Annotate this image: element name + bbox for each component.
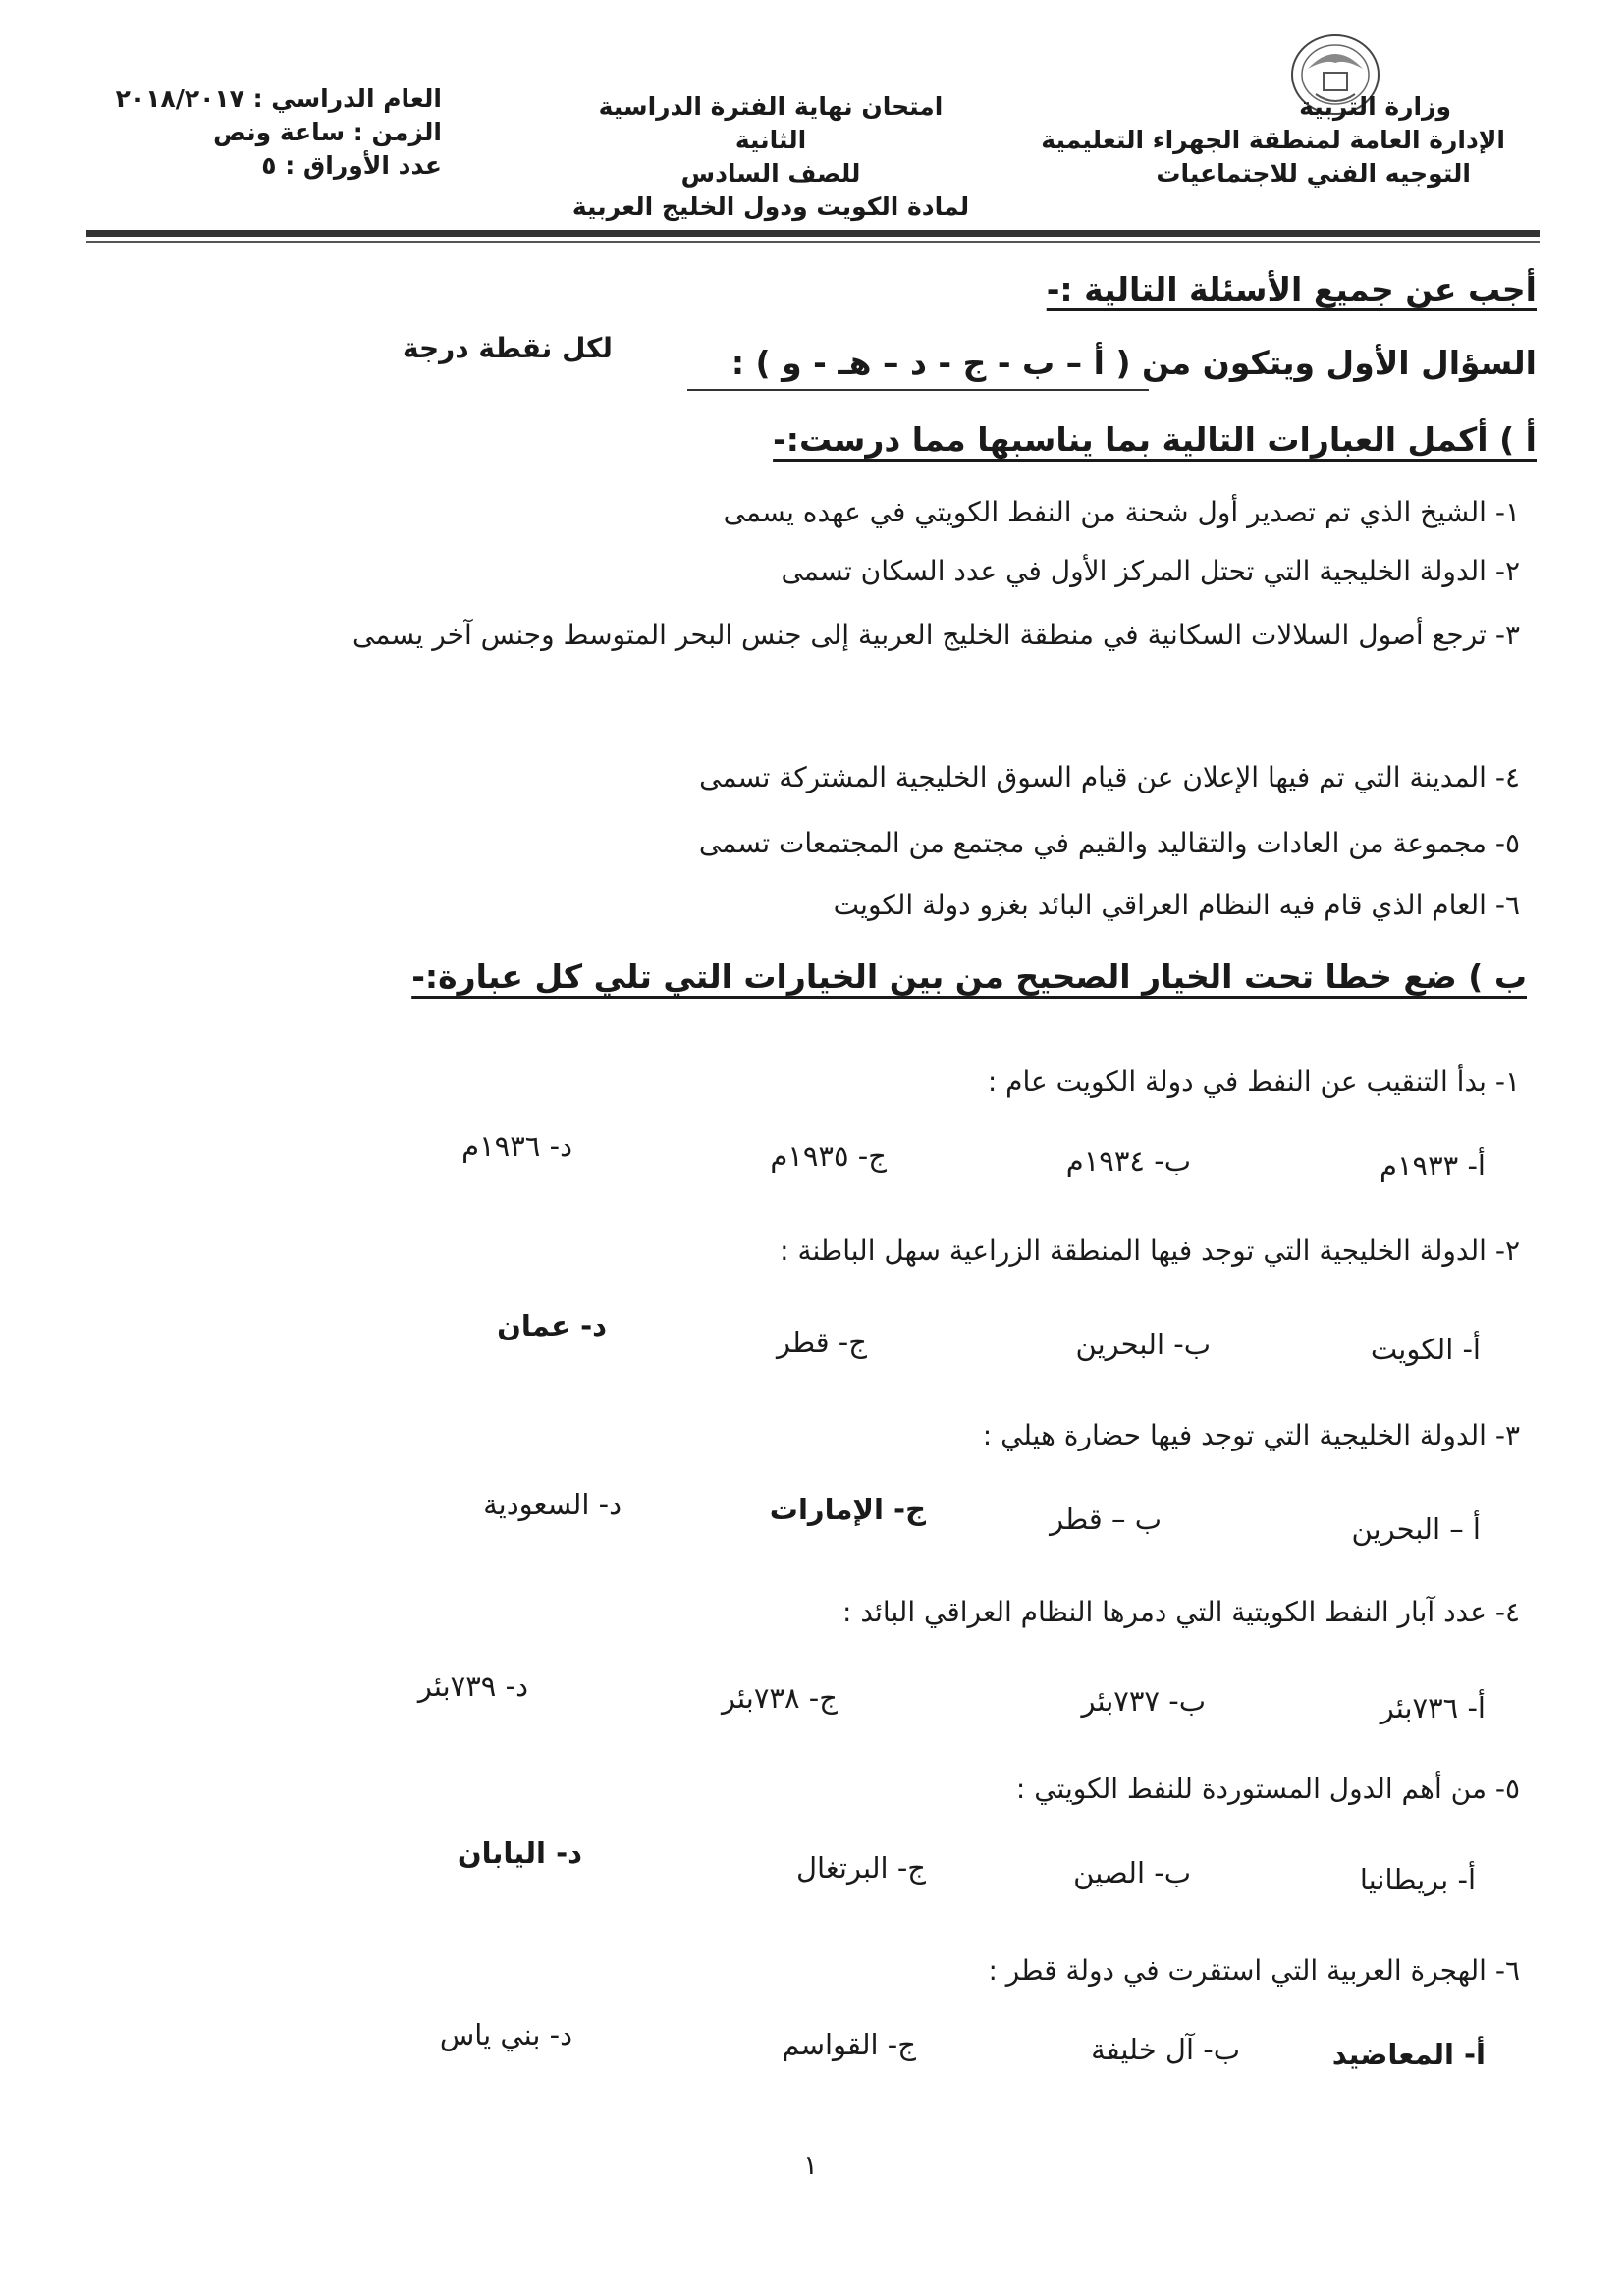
section-a-title: أ ) أكمل العبارات التالية بما يناسبها مما درست:- bbox=[773, 420, 1537, 459]
mcq-1-option-b[interactable]: ب- ١٩٣٤م bbox=[1065, 1144, 1191, 1177]
subject-label: لمادة الكويت ودول الخليج العربية bbox=[571, 192, 970, 221]
section-a-item-3: ٣- ترجع أصول السلالات السكانية في منطقة الخليج العربية إلى جنس البحر المتوسط وجنس آخر يسمى bbox=[352, 619, 1520, 651]
grade-label: للصف السادس bbox=[680, 159, 861, 188]
mcq-4-option-c[interactable]: ج- ٧٣٨بئر bbox=[722, 1681, 838, 1715]
mcq-5-option-a[interactable]: أ- بريطانيا bbox=[1359, 1863, 1476, 1896]
section-a-item-4: ٤- المدينة التي تم فيها الإعلان عن قيام السوق الخليجية المشتركة تسمى bbox=[699, 761, 1520, 793]
mcq-6-option-d[interactable]: د- بني ياس bbox=[439, 2018, 572, 2051]
mcq-1-option-a[interactable]: أ- ١٩٣٣م bbox=[1379, 1149, 1486, 1182]
mcq-6-option-a[interactable]: أ- المعاضيد bbox=[1331, 2038, 1486, 2071]
section-a-item-5: ٥- مجموعة من العادات والتقاليد والقيم في مجتمع من المجتمعات تسمى bbox=[698, 827, 1520, 859]
directorate-name: الإدارة العامة لمنطقة الجهراء التعليمية bbox=[1041, 126, 1505, 154]
header-center bbox=[560, 90, 982, 224]
mcq-4-question: ٤- عدد آبار النفط الكويتية التي دمرها النظام العراقي البائد : bbox=[842, 1596, 1520, 1628]
mcq-6-option-c[interactable]: ج- القواسم bbox=[782, 2028, 916, 2061]
academic-year: العام الدراسي : ٢٠١٨/٢٠١٧ bbox=[115, 84, 442, 113]
mcq-3-option-d[interactable]: د- السعودية bbox=[483, 1488, 622, 1521]
mcq-1-option-c[interactable]: ج- ١٩٣٥م bbox=[770, 1139, 887, 1173]
mcq-5-option-b[interactable]: ب- الصين bbox=[1073, 1856, 1191, 1889]
instructions: أجب عن جميع الأسئلة التالية :- bbox=[1046, 270, 1537, 308]
mcq-2-question: ٢- الدولة الخليجية التي توجد فيها المنطقة الزراعية سهل الباطنة : bbox=[780, 1234, 1520, 1267]
mcq-6-question: ٦- الهجرة العربية التي استقرت في دولة قطر : bbox=[988, 1954, 1520, 1987]
mcq-2-option-c[interactable]: ج- قطر bbox=[776, 1326, 867, 1359]
points-note: لكل نقطة درجة bbox=[403, 332, 613, 364]
section-b-title: ب ) ضع خطا تحت الخيار الصحيح من بين الخيارات التي تلي كل عبارة:- bbox=[411, 957, 1527, 996]
mcq-1-option-d[interactable]: د- ١٩٣٦م bbox=[461, 1129, 572, 1163]
question1-title: السؤال الأول ويتكون من ( أ – ب - ج - د – هـ - و ) : bbox=[730, 344, 1537, 382]
section-a-item-1: ١- الشيخ الذي تم تصدير أول شحنة من النفط الكويتي في عهده يسمى bbox=[723, 496, 1520, 528]
exam-duration: الزمن : ساعة ونص bbox=[213, 118, 442, 146]
mcq-3-option-a[interactable]: أ – البحرين bbox=[1351, 1512, 1481, 1546]
mcq-4-option-d[interactable]: د- ٧٣٩بئر bbox=[417, 1669, 528, 1703]
page-number: ١ bbox=[803, 2149, 819, 2181]
header-right bbox=[1041, 90, 1505, 191]
mcq-3-question: ٣- الدولة الخليجية التي توجد فيها حضارة هيلي : bbox=[982, 1419, 1520, 1451]
header-divider bbox=[86, 230, 1540, 237]
mcq-5-option-d[interactable]: د- اليابان bbox=[457, 1836, 582, 1870]
mcq-6-option-b[interactable]: ب- آل خليفة bbox=[1091, 2033, 1240, 2066]
mcq-2-option-b[interactable]: ب- البحرين bbox=[1075, 1328, 1211, 1361]
department-name: التوجيه الفني للاجتماعيات bbox=[1156, 159, 1471, 188]
section-a-item-6: ٦- العام الذي قام فيه النظام العراقي البائد بغزو دولة الكويت bbox=[833, 889, 1520, 921]
mcq-3-option-c[interactable]: ج- الإمارات bbox=[769, 1493, 926, 1526]
mcq-4-option-a[interactable]: أ- ٧٣٦بئر bbox=[1380, 1691, 1486, 1724]
section-a-item-2: ٢- الدولة الخليجية التي تحتل المركز الأول في عدد السكان تسمى bbox=[781, 555, 1520, 587]
mcq-2-option-d[interactable]: د- عمان bbox=[497, 1309, 607, 1342]
header-left bbox=[88, 82, 442, 183]
mcq-5-option-c[interactable]: ج- البرتغال bbox=[795, 1851, 926, 1885]
header-divider-thin bbox=[86, 241, 1540, 243]
mcq-4-option-b[interactable]: ب- ٧٣٧بئر bbox=[1081, 1684, 1206, 1718]
mcq-2-option-a[interactable]: أ- الكويت bbox=[1370, 1333, 1481, 1366]
mcq-3-option-b[interactable]: ب – قطر bbox=[1050, 1503, 1162, 1536]
page-count: عدد الأوراق : ٥ bbox=[261, 151, 442, 180]
mcq-5-question: ٥- من أهم الدول المستوردة للنفط الكويتي : bbox=[1015, 1773, 1520, 1805]
mcq-1-question: ١- بدأ التنقيب عن النفط في دولة الكويت عام : bbox=[987, 1066, 1520, 1098]
ministry-name: وزارة التربية bbox=[1299, 92, 1451, 121]
question1-underline bbox=[687, 389, 1149, 391]
exam-title: امتحان نهاية الفترة الدراسية الثانية bbox=[598, 92, 944, 154]
